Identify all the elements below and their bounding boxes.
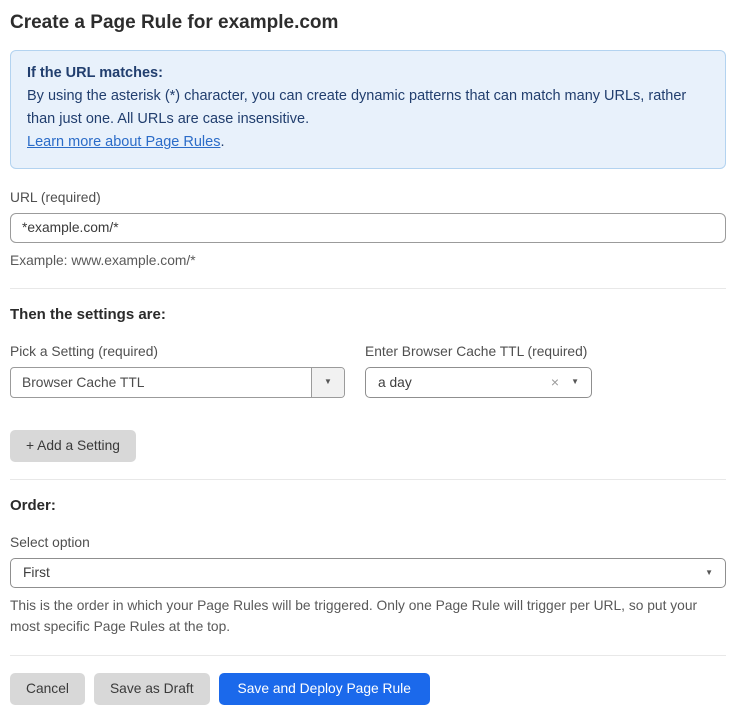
settings-row bbox=[10, 344, 726, 398]
learn-more-link[interactable]: Learn more about Page Rules bbox=[27, 134, 221, 151]
chevron-down-icon: ▼ bbox=[571, 377, 579, 387]
order-section-heading: Order: bbox=[10, 496, 56, 514]
ttl-select-value: a day bbox=[378, 374, 412, 390]
select-caret-box bbox=[311, 368, 344, 397]
page-title: Create a Page Rule for example.com bbox=[10, 12, 339, 33]
url-field-group bbox=[10, 190, 726, 271]
cancel-button[interactable]: Cancel bbox=[10, 673, 85, 705]
url-label: URL (required) bbox=[10, 189, 101, 205]
ttl-select[interactable] bbox=[365, 367, 592, 398]
divider bbox=[10, 655, 726, 656]
order-helper-text: This is the order in which your Page Rules will be triggered. Only one Page Rule will trigger per URL, so put your most specific Page Rules at the top. bbox=[10, 597, 698, 635]
setting-picker-group bbox=[10, 344, 345, 398]
chevron-down-icon: ▼ bbox=[324, 377, 332, 387]
add-setting-button[interactable]: + Add a Setting bbox=[10, 430, 136, 462]
save-deploy-button[interactable]: Save and Deploy Page Rule bbox=[219, 673, 430, 705]
url-input[interactable] bbox=[10, 213, 726, 243]
order-field-group bbox=[10, 535, 726, 638]
setting-picker-label: Pick a Setting (required) bbox=[10, 343, 158, 359]
info-box-heading: If the URL matches: bbox=[27, 64, 163, 81]
save-draft-button[interactable]: Save as Draft bbox=[94, 673, 210, 705]
info-box-body: By using the asterisk (*) character, you can create dynamic patterns that can match many URLs, rather than just one. All URLs are case insensitive. bbox=[27, 87, 687, 128]
order-select-label: Select option bbox=[10, 534, 90, 550]
ttl-picker-label: Enter Browser Cache TTL (required) bbox=[365, 343, 588, 359]
ttl-picker-group bbox=[365, 344, 592, 398]
link-suffix: . bbox=[220, 134, 225, 151]
order-select[interactable] bbox=[10, 558, 726, 588]
clear-icon[interactable]: × bbox=[550, 374, 560, 391]
url-helper-text: Example: www.example.com/* bbox=[10, 252, 196, 268]
settings-section-heading: Then the settings are: bbox=[10, 305, 166, 323]
setting-select-value: Browser Cache TTL bbox=[22, 374, 145, 390]
info-box-link-line bbox=[27, 131, 709, 154]
create-page-rule-form bbox=[10, 12, 726, 705]
divider bbox=[10, 479, 726, 480]
setting-select[interactable] bbox=[10, 367, 345, 398]
chevron-down-icon: ▼ bbox=[705, 567, 713, 577]
url-match-info-box bbox=[10, 50, 726, 169]
footer-actions bbox=[10, 673, 726, 705]
order-select-value: First bbox=[23, 565, 50, 581]
add-setting-wrap bbox=[10, 430, 726, 462]
divider bbox=[10, 288, 726, 289]
